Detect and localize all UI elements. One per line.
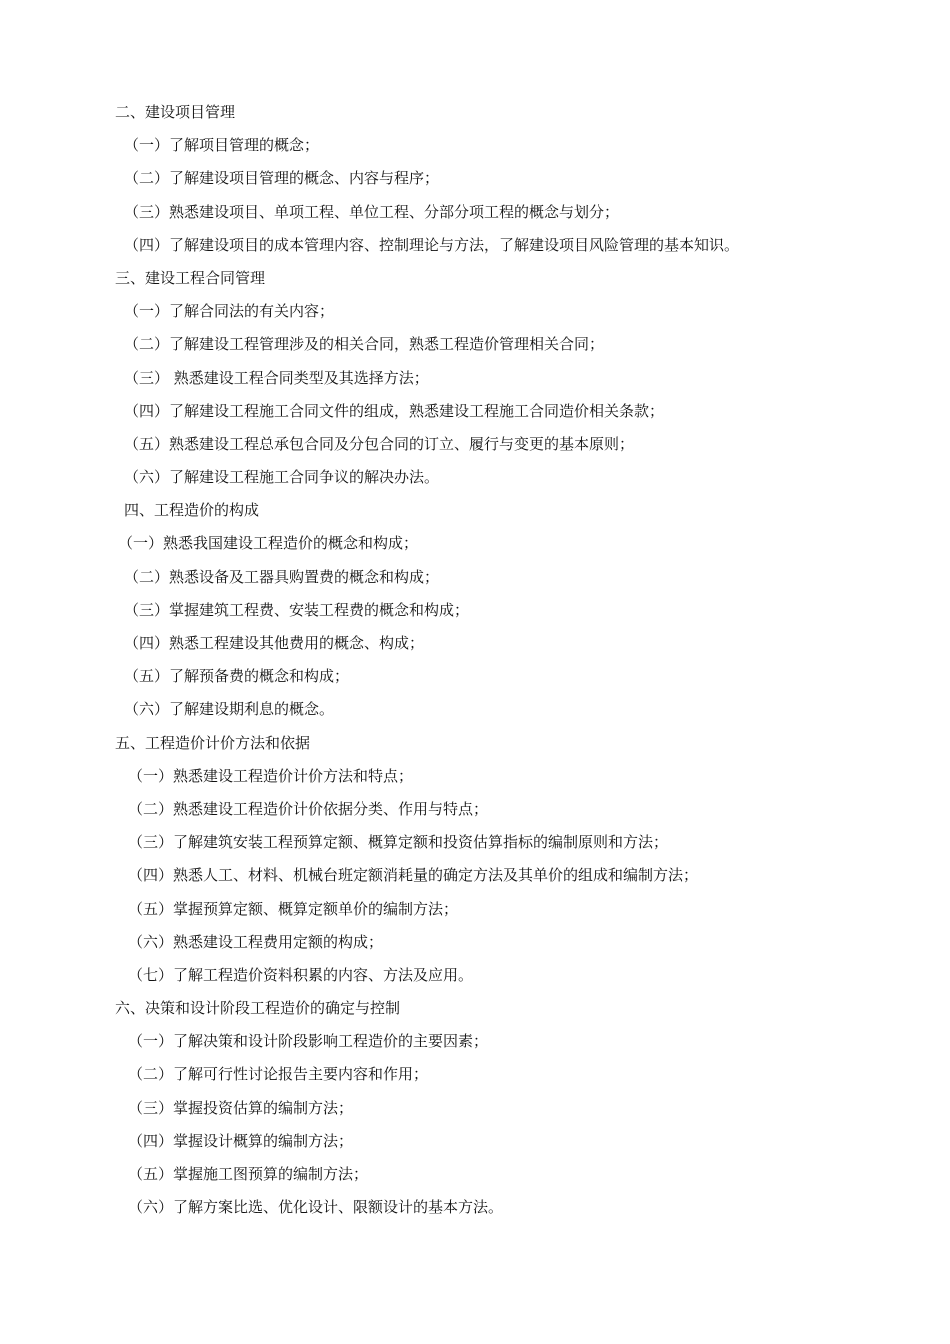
list-item: （四）了解建设项目的成本管理内容、控制理论与方法，了解建设项目风险管理的基本知识。 [124, 235, 740, 254]
section-heading: 二、建设项目管理 [115, 103, 236, 121]
section-heading: 五、工程造价计价方法和依据 [115, 733, 311, 752]
list-item: （五）掌握施工图预算的编制方法； [128, 1165, 369, 1183]
list-item: （一）了解决策和设计阶段影响工程造价的主要因素； [128, 1032, 489, 1051]
list-item: （六）了解建设期利息的概念。 [124, 700, 335, 719]
list-item: （二）熟悉设备及工器具购置费的概念和构成； [124, 567, 440, 586]
document-page [0, 96, 950, 1224]
section-heading: 四、工程造价的构成 [124, 501, 260, 520]
list-item: （二）熟悉建设工程造价计价依据分类、作用与特点； [128, 799, 489, 818]
list-item: （五）了解预备费的概念和构成； [124, 667, 350, 686]
list-item: （二）了解建设工程管理涉及的相关合同，熟悉工程造价管理相关合同； [124, 335, 605, 354]
list-item: （二）了解建设项目管理的概念、内容与程序； [124, 169, 440, 188]
list-item: （一）了解合同法的有关内容； [124, 302, 335, 321]
section-heading: 六、决策和设计阶段工程造价的确定与控制 [115, 999, 401, 1018]
list-item: （四）熟悉人工、材料、机械台班定额消耗量的确定方法及其单价的组成和编制方法； [128, 866, 699, 885]
list-item: （三）掌握建筑工程费、安装工程费的概念和构成； [124, 600, 470, 619]
section-heading: 三、建设工程合同管理 [115, 268, 266, 287]
list-item: （六）熟悉建设工程费用定额的构成； [128, 932, 384, 951]
list-item: （一）熟悉建设工程造价计价方法和特点； [128, 766, 414, 785]
list-item: （三）掌握投资估算的编制方法； [128, 1098, 354, 1117]
list-item: （三）了解建筑安装工程预算定额、概算定额和投资估算指标的编制原则和方法； [128, 833, 669, 852]
list-item: （五）掌握预算定额、概算定额单价的编制方法； [128, 899, 459, 918]
list-item: （三）熟悉建设项目、单项工程、单位工程、分部分项工程的概念与划分； [124, 202, 620, 221]
list-item: （二）了解可行性讨论报告主要内容和作用； [128, 1065, 429, 1084]
list-item: （五）熟悉建设工程总承包合同及分包合同的订立、履行与变更的基本原则； [124, 434, 635, 453]
list-item: （四）熟悉工程建设其他费用的概念、构成； [124, 634, 425, 652]
list-item: （一）熟悉我国建设工程造价的概念和构成； [118, 534, 419, 553]
list-item: （三） 熟悉建设工程合同类型及其选择方法； [124, 368, 429, 387]
list-item: （一）了解项目管理的概念； [124, 136, 320, 155]
list-item: （七）了解工程造价资料积累的内容、方法及应用。 [128, 965, 474, 984]
list-item: （四）掌握设计概算的编制方法； [128, 1131, 354, 1150]
list-item: （六）了解建设工程施工合同争议的解决办法。 [124, 468, 440, 487]
list-item: （四）了解建设工程施工合同文件的组成，熟悉建设工程施工合同造价相关条款； [124, 401, 665, 420]
list-item: （六）了解方案比选、优化设计、限额设计的基本方法。 [128, 1198, 504, 1217]
